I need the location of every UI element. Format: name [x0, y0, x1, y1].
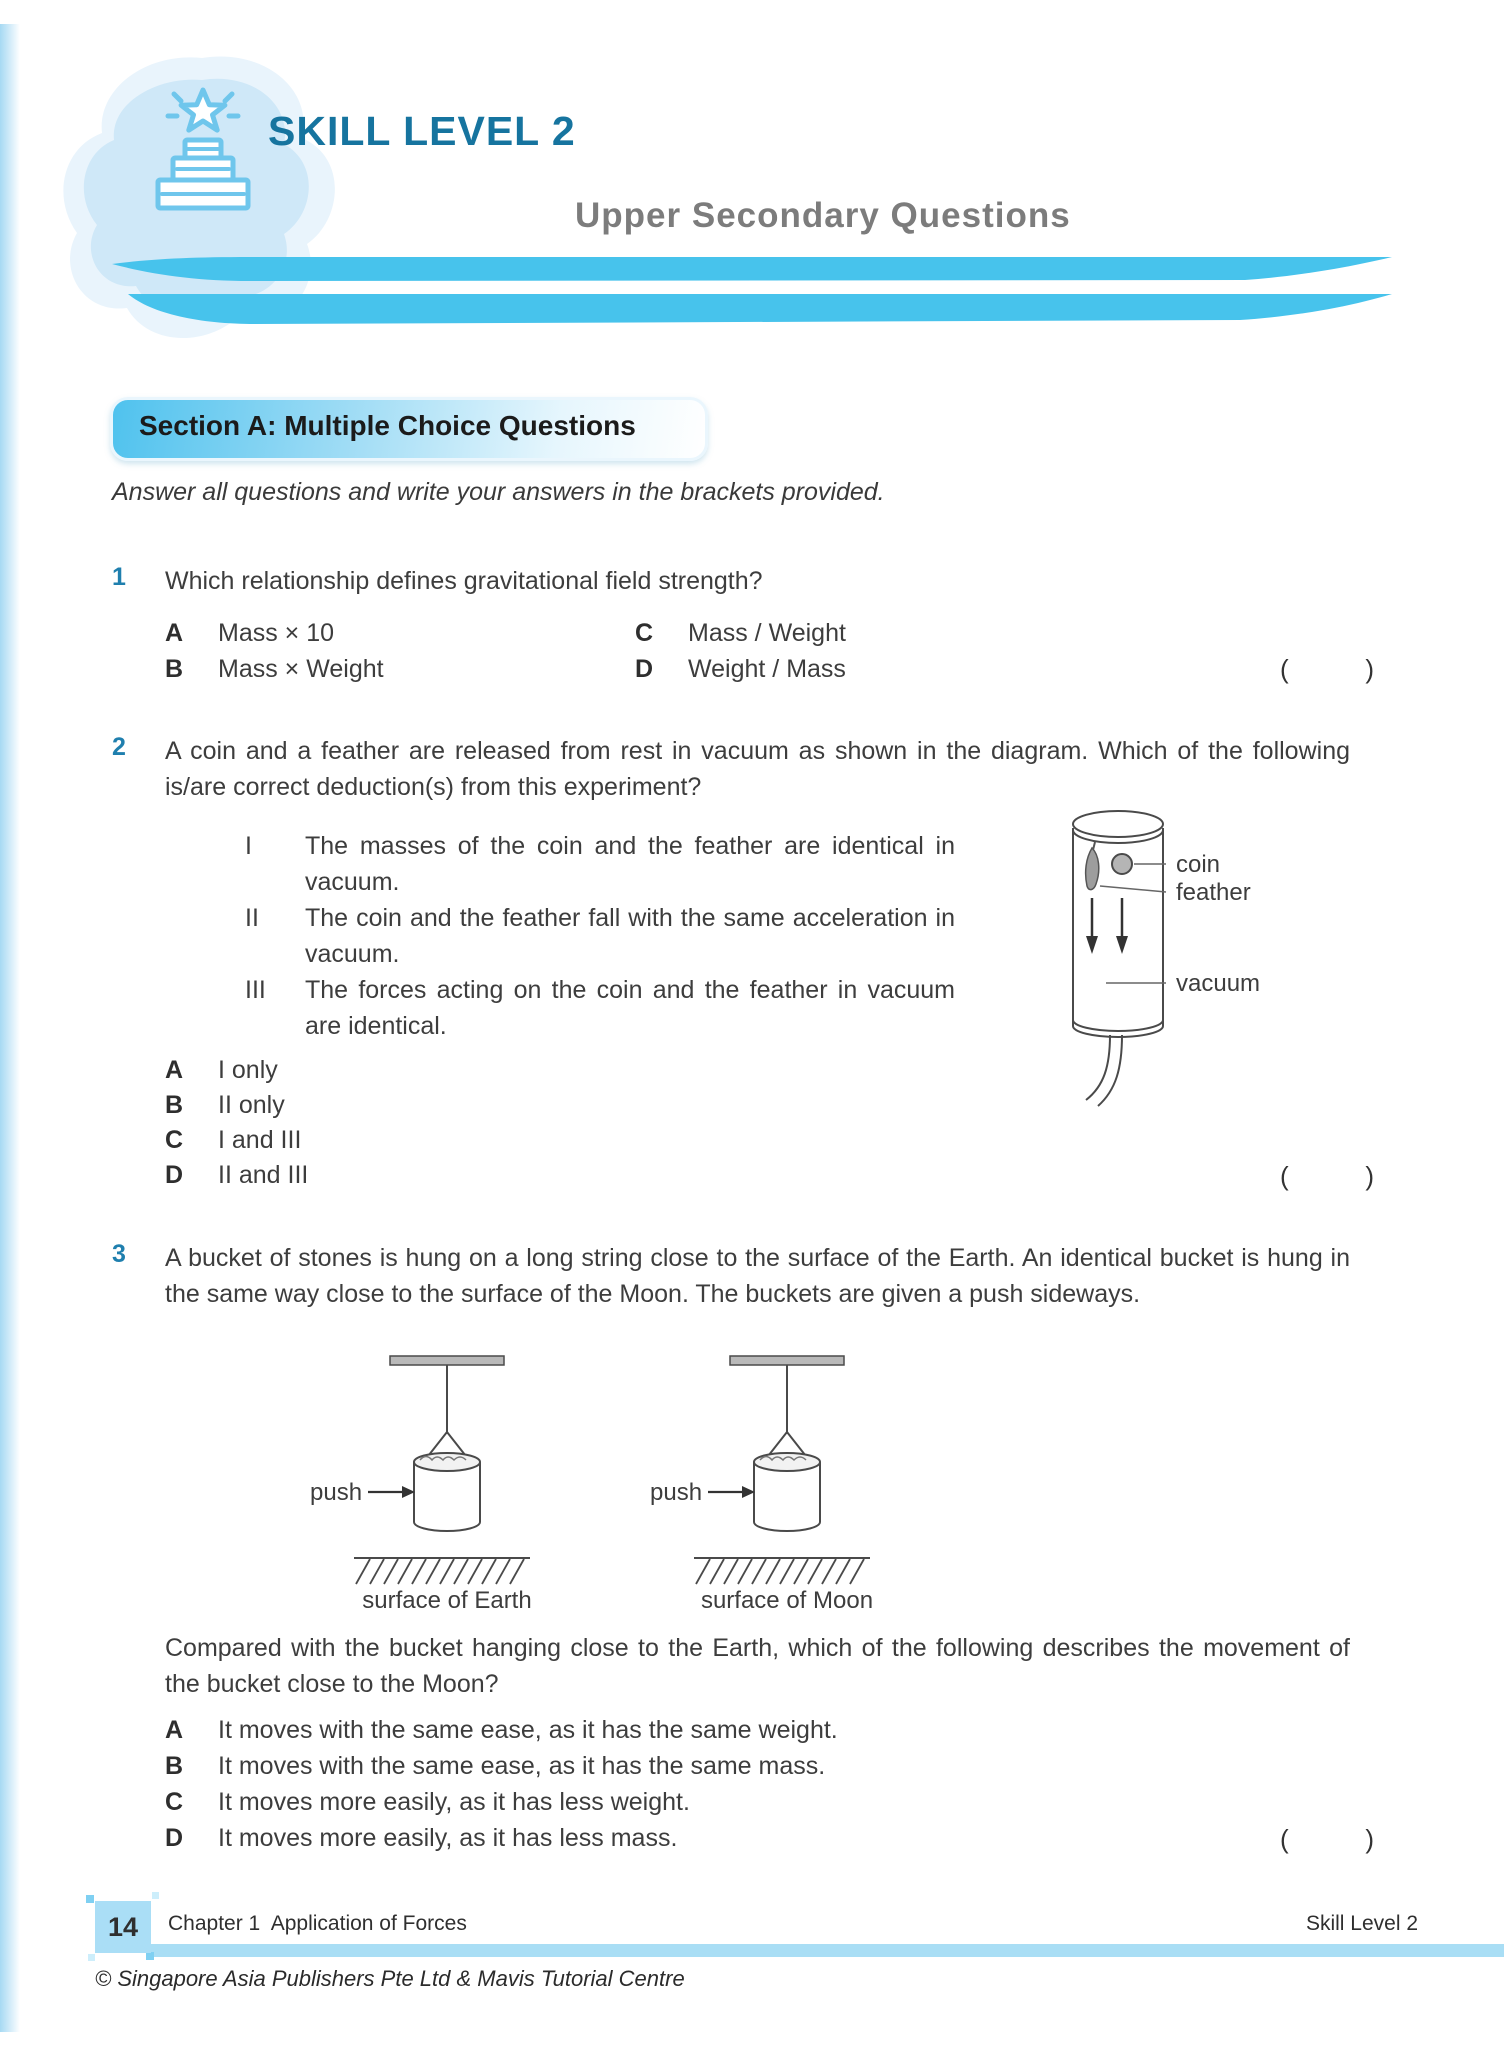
option-label: D [635, 655, 654, 683]
answer-bracket-q2 [1280, 1158, 1374, 1194]
copyright-notice: © Singapore Asia Publishers Pte Ltd & Mavis Tutorial Centre [95, 1966, 685, 1991]
question-3-text2: Compared with the bucket hanging close to the Earth, which of the following describes the movement of the bucket close to the Moon? [165, 1634, 1350, 1698]
option-text: I and III [218, 1126, 302, 1154]
bracket-close: ) [1365, 1161, 1374, 1191]
badge-pixel-decoration [86, 1895, 94, 1903]
question-1-text: Which relationship defines gravitational field strength? [165, 567, 763, 595]
surface-caption: surface of Earth [362, 1587, 532, 1614]
option-label: C [635, 619, 654, 647]
push-label: push [650, 1479, 703, 1506]
option-text: I only [218, 1056, 278, 1084]
option-label: A [165, 1716, 184, 1744]
option-label: A [165, 1056, 184, 1084]
statement-numeral: II [245, 904, 259, 932]
ground-hatching [354, 1558, 530, 1584]
question-3-text: A bucket of stones is hung on a long string close to the surface of the Earth. An identical bucket is hung in the same way close to the surface of the Moon. The buckets are given a push sideways. [165, 1244, 1350, 1308]
option-row [165, 615, 384, 651]
statement-row [245, 828, 957, 900]
option-text: Mass × Weight [218, 655, 384, 683]
statement-text: The coin and the feather fall with the same acceleration in vacuum. [305, 904, 955, 968]
answer-bracket-q1 [1280, 651, 1374, 687]
option-label: D [165, 1161, 184, 1189]
question-1-number: 1 [112, 563, 126, 591]
footer-bar [150, 1944, 1504, 1957]
bucket-earth-diagram [302, 1346, 542, 1616]
page-subtitle: Upper Secondary Questions [575, 196, 1071, 235]
option-text: It moves with the same ease, as it has the same weight. [218, 1716, 838, 1744]
option-row [165, 1158, 308, 1193]
section-instructions: Answer all questions and write your answers in the brackets provided. [112, 478, 885, 506]
fall-arrows [1086, 898, 1128, 954]
question-3-options [165, 1712, 838, 1856]
option-row [165, 1123, 308, 1158]
leader-lines [1100, 864, 1166, 983]
badge-pixel-decoration [152, 1892, 159, 1899]
question-3-number: 3 [112, 1240, 126, 1268]
bracket-open: ( [1280, 1824, 1289, 1854]
option-text: Mass / Weight [688, 619, 846, 647]
option-label: B [165, 1091, 184, 1119]
question-1 [112, 563, 1404, 703]
vacuum-tube-diagram [1058, 798, 1408, 1118]
badge-pixel-decoration [88, 1954, 95, 1961]
feather-label: feather [1176, 879, 1251, 906]
statement-numeral: I [245, 832, 252, 860]
option-row [165, 1784, 838, 1820]
option-label: C [165, 1788, 184, 1816]
option-label: B [165, 655, 184, 683]
badge-pixel-decoration [146, 1952, 154, 1960]
option-text: Weight / Mass [688, 655, 846, 683]
option-row [165, 1712, 838, 1748]
footer-chapter-label: Chapter 1 Application of Forces [168, 1912, 467, 1935]
option-text: II only [218, 1091, 285, 1119]
question-2-text: A coin and a feather are released from rest in vacuum as shown in the diagram. Which of the following is/are correct deduction(s) from this experiment? [165, 737, 1350, 801]
option-text: It moves with the same ease, as it has the same mass. [218, 1752, 826, 1780]
bracket-open: ( [1280, 1161, 1289, 1191]
section-title: Section A: Multiple Choice Questions [139, 410, 636, 441]
option-text: Mass × 10 [218, 619, 335, 647]
option-row [635, 615, 846, 651]
option-text: It moves more easily, as it has less weight. [218, 1788, 690, 1816]
option-row [635, 651, 846, 687]
option-row [165, 1748, 838, 1784]
push-label: push [310, 1479, 363, 1506]
option-row [165, 1088, 308, 1123]
section-heading-box [110, 397, 708, 461]
page-number-badge: 14 [95, 1901, 151, 1953]
question-2-statements [245, 828, 957, 1044]
bracket-close: ) [1365, 654, 1374, 684]
ribbon-divider [0, 250, 1504, 334]
trophy-podium-icon [128, 82, 278, 252]
option-label: D [165, 1824, 184, 1852]
question-2-options [165, 1053, 308, 1193]
bracket-open: ( [1280, 654, 1289, 684]
option-label: C [165, 1126, 184, 1154]
coin-shape [1112, 854, 1132, 874]
surface-caption: surface of Moon [700, 1587, 874, 1614]
option-text: II and III [218, 1161, 309, 1189]
option-row [165, 1053, 308, 1088]
option-label: A [165, 619, 184, 647]
answer-bracket-q3 [1280, 1821, 1374, 1857]
option-row [165, 651, 384, 687]
statement-row [245, 900, 957, 972]
ground-hatching [694, 1558, 870, 1584]
statement-row [245, 972, 957, 1044]
coin-label: coin [1176, 851, 1221, 878]
option-label: B [165, 1752, 184, 1780]
statement-text: The forces acting on the coin and the feather in vacuum are identical. [305, 976, 955, 1040]
vacuum-label: vacuum [1176, 970, 1261, 997]
statement-text: The masses of the coin and the feather are identical in vacuum. [305, 832, 955, 896]
feather-sketch [1086, 842, 1099, 890]
question-2-number: 2 [112, 733, 126, 761]
bucket-moon-diagram [642, 1346, 882, 1616]
skill-level-title: SKILL LEVEL 2 [268, 108, 576, 154]
bracket-close: ) [1365, 1824, 1374, 1854]
option-row [165, 1820, 838, 1856]
option-text: It moves more easily, as it has less mass. [218, 1824, 678, 1852]
question-1-options-right [635, 615, 846, 687]
question-1-options-left [165, 615, 384, 687]
footer-skill-level-label: Skill Level 2 [1305, 1912, 1418, 1935]
statement-numeral: III [245, 976, 266, 1004]
